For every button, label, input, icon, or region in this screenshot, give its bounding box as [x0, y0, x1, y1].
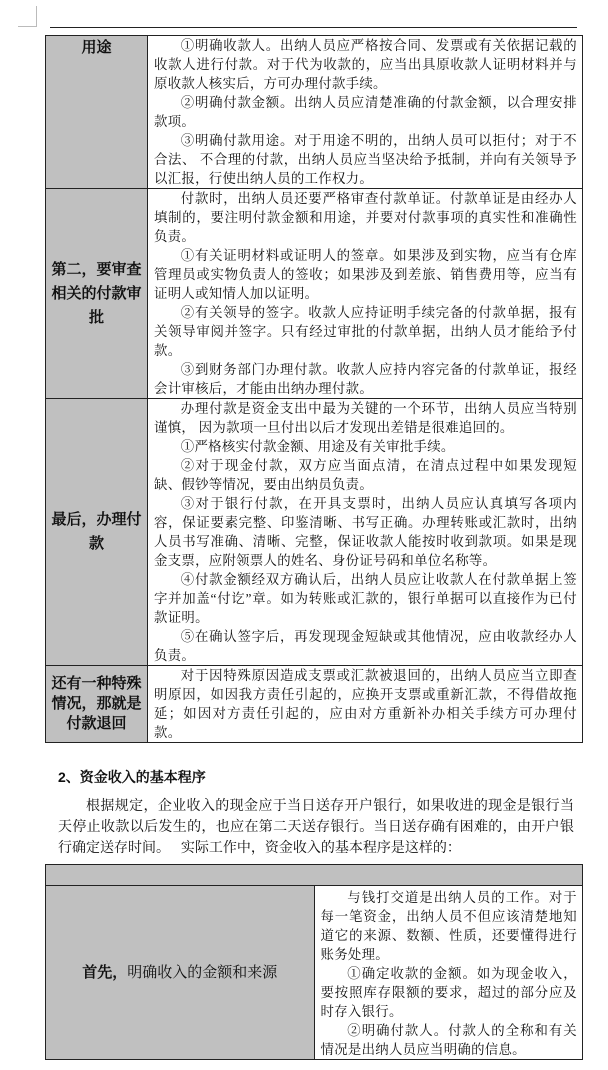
receipt-procedure-table [45, 864, 583, 1060]
page-corner-mark [36, 6, 37, 26]
row-label-rest: 明确收入的金额和来源 [127, 963, 278, 981]
paragraph: ③到财务部门办理付款。收款人应持内容完备的付款单证，报经会计审核后，才能由出纳办理付款。 [154, 362, 577, 396]
table-row [46, 666, 583, 743]
paragraph: ①严格核实付款金额、用途及有关审批手续。 [180, 439, 455, 454]
row-content [148, 666, 583, 743]
section-heading: 2、资金收入的基本程序 [58, 769, 206, 785]
table-header [46, 865, 583, 886]
row-label [46, 886, 315, 1060]
header-rule [50, 27, 577, 28]
row-label: 最后，办理付款 [46, 399, 148, 666]
paragraph: ②有关领导的签字。收款人应持证明手续完备的付款单据，报有关领导审阅并签字。只有经过审批的付款单据，出纳人员才能给予付款。 [154, 305, 577, 358]
row-label: 用途 [46, 36, 148, 189]
paragraph: 办理付款是资金支出中最为关键的一个环节，出纳人员应当特别谨慎， 因为款项一旦付出以后才发现出差错是很难追回的。 [154, 401, 577, 435]
payment-procedure-table [45, 35, 583, 743]
paragraph: ③明确付款用途。对于用途不明的，出纳人员可以拒付；对于不合法、 不合理的付款，出纳人员应当坚决给予抵制，并向有关领导予以汇报，行使出纳人员的工作权力。 [154, 133, 577, 186]
table-header-row [46, 865, 583, 886]
paragraph: ②明确付款人。付款人的全称和有关情况是出纳人员应当明确的信息。 [320, 1023, 577, 1057]
paragraph: ④付款金额经双方确认后，出纳人员应让收款人在付款单据上签字并加盖“付讫”章。如为转账或汇款的，银行单据可以直接作为已付款证明。 [154, 572, 577, 625]
paragraph: 对于因特殊原因造成支票或汇款被退回的，出纳人员应当立即查明原因，如因我方责任引起的，应换开支票或重新汇款，不得借故拖延；如因对方责任引起的，应由对方重新补办相关手续方可办理付款。 [154, 668, 577, 740]
row-label-bold: 首先， [82, 963, 128, 981]
table-row [46, 189, 583, 399]
paragraph: 付款时，出纳人员还要严格审查付款单证。付款单证是由经办人填制的，要注明付款金额和用途，并要对付款事项的真实性和准确性负责。 [154, 191, 577, 244]
row-content [148, 399, 583, 666]
paragraph: ③对于银行付款，在开具支票时，出纳人员应认真填写各项内容，保证要素完整、印鉴清晰、书写正确。办理转账或汇款时，出纳人员书写准确、清晰、完整，保证收款人能按时收到款项。如果是现金支票，应附领票人的姓名、身份证号码和单位名称等。 [154, 496, 577, 568]
table-row [46, 36, 583, 189]
row-content [148, 189, 583, 399]
row-content [314, 886, 583, 1060]
paragraph: ①明确收款人。出纳人员应严格按合同、发票或有关依据记载的收款人进行付款。对于代为收款的，应当出具原收款人证明材料并与原收款人核实后，方可办理付款手续。 [154, 38, 577, 91]
table-row [46, 886, 583, 1060]
row-content [148, 36, 583, 189]
paragraph: 与钱打交道是出纳人员的工作。对于每一笔资金，出纳人员不但应该清楚地知道它的来源、数额、性质，还要懂得进行账务处理。 [320, 890, 577, 962]
table-row [46, 399, 583, 666]
paragraph: ①确定收款的金额。如为现金收入，要按照库存限额的要求，超过的部分应及时存入银行。 [320, 966, 577, 1019]
row-label: 第二，要审查相关的付款审批 [46, 189, 148, 399]
row-label: 还有一种特殊情况，那就是付款退回 [46, 666, 148, 743]
paragraph: ②明确付款金额。出纳人员应清楚准确的付款金额，以合理安排款项。 [154, 95, 577, 129]
section-intro: 根据规定，企业收入的现金应于当日送存开户银行，如果收进的现金是银行当天停止收款以后发生的，也应在第二天送存银行。当日送存确有困难的，由开户银行确定送存时间。 实际工作中，资金收入的基本程序是这样的： [58, 797, 574, 855]
page-corner-mark [18, 26, 37, 27]
paragraph: ②对于现金付款，双方应当面点清，在清点过程中如果发现短缺、假钞等情况，要由出纳员负责。 [154, 458, 577, 492]
paragraph: ⑤在确认签字后，再发现现金短缺或其他情况，应由收款经办人负责。 [154, 629, 577, 663]
paragraph: ①有关证明材料或证明人的签章。如果涉及到实物，应当有仓库管理员或实物负责人的签收；如果涉及到差旅、销售费用等，应当有证明人或知情人加以证明。 [154, 248, 577, 301]
